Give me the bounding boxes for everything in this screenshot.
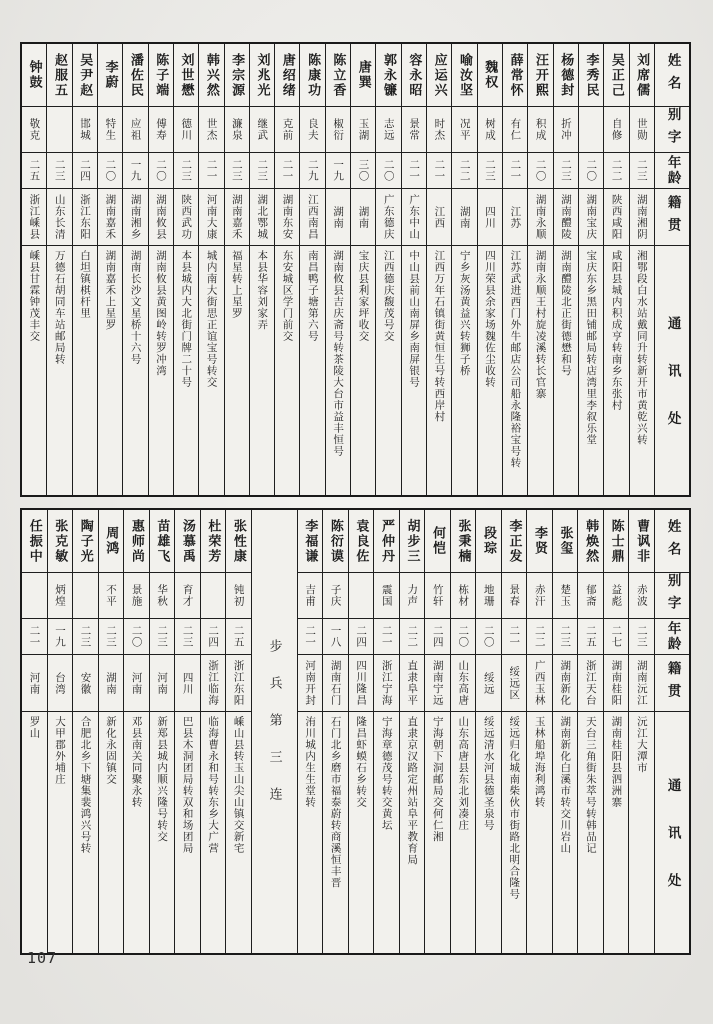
person-name: 吴正己: [608, 52, 624, 98]
person-address: 新化永固镇交: [105, 716, 118, 785]
person-native-place: 广东德庆: [382, 194, 395, 240]
person-native-place: 湖南: [332, 205, 345, 229]
person-native-place: 直隶阜平: [406, 660, 419, 706]
person-native-place: 浙江东阳: [232, 660, 245, 706]
person-address: 嵊山县转玉山尖山镇交新宅: [232, 716, 245, 854]
person-address: 新郑县城内顺兴隆号转交: [156, 716, 169, 843]
roster-table-top: [20, 42, 691, 497]
person-age: 二一: [281, 159, 294, 182]
unit-label-column: [251, 510, 297, 953]
person-age: 二三: [256, 159, 269, 182]
person-column: [22, 44, 46, 495]
person-native-place: 湖南: [458, 205, 471, 229]
person-column: [149, 510, 175, 953]
person-address: 咸阳县城内积成亨转南乡东张村: [610, 250, 623, 411]
person-column: [123, 510, 149, 953]
person-name: 韩兴然: [203, 52, 219, 98]
person-native-place: 广东中山: [408, 194, 421, 240]
person-column: [577, 510, 603, 953]
person-age: 二一: [28, 625, 41, 648]
person-address: 直隶京汉路定州站阜平教育局: [406, 716, 419, 866]
person-alias: 世勋: [635, 118, 648, 141]
person-address: 隆昌虾蟆石乡转交: [355, 716, 368, 808]
person-age: 二〇: [457, 625, 470, 648]
person-age: 二一: [508, 625, 521, 648]
person-alias: 折冲: [559, 118, 572, 141]
person-native-place: 绥远: [482, 671, 495, 695]
person-native-place: 湖北鄂城: [256, 194, 269, 240]
person-age: 二三: [79, 625, 92, 648]
person-column: [603, 44, 628, 495]
person-native-place: 陕西武功: [180, 194, 193, 240]
person-column: [299, 44, 324, 495]
person-name: 张玺: [557, 526, 573, 556]
person-native-place: 河南: [28, 671, 41, 695]
person-column: [97, 44, 122, 495]
person-age: 二〇: [104, 159, 117, 182]
person-name: 刘兆光: [254, 52, 270, 98]
person-native-place: 湖南嘉禾: [104, 194, 117, 240]
person-age: 二〇: [154, 159, 167, 182]
person-native-place: 河南: [156, 671, 169, 695]
person-column: [426, 44, 451, 495]
person-age: 二四: [207, 625, 220, 648]
person-alias: 况平: [458, 118, 471, 141]
person-age: 二三: [559, 159, 572, 182]
person-alias: 子庆: [329, 584, 342, 607]
person-alias: 楚玉: [559, 584, 572, 607]
person-alias: 育才: [181, 584, 194, 607]
person-alias: 继武: [256, 118, 269, 141]
person-name: 刘世懋: [178, 52, 194, 98]
person-name: 严仲丹: [378, 518, 394, 564]
person-alias: 有仁: [509, 118, 522, 141]
person-address: 临海曹永和号转东乡大广营: [207, 716, 220, 854]
person-column: [322, 510, 348, 953]
person-alias: 震国: [380, 584, 393, 607]
person-address: 本县华容刘家弄: [256, 250, 269, 331]
person-address: 湖南长沙文星桥十六号: [129, 250, 142, 365]
person-address: 沅江大潭市: [635, 716, 648, 774]
person-age: 二一: [509, 159, 522, 182]
person-native-place: 安徽: [79, 671, 92, 695]
header-native: 籍贯: [664, 194, 681, 240]
person-name: 郭永镰: [381, 52, 397, 98]
person-name: 张克敏: [52, 518, 68, 564]
person-alias: 邯城: [79, 118, 92, 141]
header-alias: 别字: [664, 107, 681, 152]
header-name: 姓名: [664, 52, 681, 98]
person-name: 袁良佐: [353, 518, 369, 564]
person-age: 二四: [355, 625, 368, 648]
person-alias: 栋材: [457, 584, 470, 607]
person-native-place: 浙江嵊县: [28, 194, 41, 240]
person-age: 二一: [304, 625, 317, 648]
person-age: 二四: [79, 159, 92, 182]
person-column: [47, 510, 73, 953]
person-age: 二三: [53, 159, 66, 182]
person-age: 二五: [584, 625, 597, 648]
person-column: [401, 44, 426, 495]
person-address: 湖南新化白溪市转交川岩山: [559, 716, 572, 854]
person-column: [174, 510, 200, 953]
person-name: 魏权: [482, 60, 498, 90]
person-name: 唐绍绪: [279, 52, 295, 98]
person-address: 南昌鸭子塘第六号: [306, 250, 319, 342]
person-address: 宁海章德茂号转交黄坛: [380, 716, 393, 831]
person-column: [350, 44, 375, 495]
person-column: [173, 44, 198, 495]
person-address: 洧川城内生生堂转: [304, 716, 317, 808]
person-name: 李正发: [506, 518, 522, 564]
person-age: 二三: [180, 159, 193, 182]
person-alias: 钝初: [232, 584, 245, 607]
person-name: 张秉楠: [455, 518, 471, 564]
header-address: 通讯处: [664, 778, 681, 921]
person-age: 二三: [105, 625, 118, 648]
person-name: 张性康: [230, 518, 246, 564]
person-address: 江苏武进西门外牛邮店公司船永隆裕宝号转: [509, 250, 522, 469]
person-address: 嵊县甘霖钟茂丰交: [28, 250, 41, 342]
person-address: 城内南大街思正谊宝号转交: [205, 250, 218, 388]
row-header-column: [654, 44, 689, 495]
person-name: 李秀民: [583, 52, 599, 98]
person-column: [375, 44, 400, 495]
person-column: [348, 510, 374, 953]
person-age: 二三: [484, 159, 497, 182]
person-native-place: 江西: [433, 205, 446, 229]
person-native-place: 四川隆昌: [355, 660, 368, 706]
person-name: 李蔚: [102, 60, 118, 90]
person-alias: 赤波: [635, 584, 648, 607]
person-column: [629, 44, 654, 495]
person-address: 江西万年石镇街黄恒生号转西岸村: [433, 250, 446, 423]
person-address: 绥远归化城南柴伙市街路北明合隆号: [508, 716, 521, 900]
person-address: 天台三角街朱萃号转韩品记: [584, 716, 597, 854]
person-column: [603, 510, 629, 953]
person-alias: 敬克: [28, 118, 41, 141]
person-native-place: 湖南湘乡: [129, 194, 142, 240]
person-age: 二九: [306, 159, 319, 182]
person-address: 湘鄂段白水站戴同升转新开市黄乾兴转: [635, 250, 648, 446]
person-native-place: 湖南: [357, 205, 370, 229]
person-native-place: 山东高唐: [457, 660, 470, 706]
person-native-place: 陕西咸阳: [610, 194, 623, 240]
person-name: 陈康功: [305, 52, 321, 98]
person-address: 四川荣县余家场魏佐尘收转: [484, 250, 497, 388]
person-name: 汤慕禹: [179, 518, 195, 564]
person-native-place: 湖南宝庆: [585, 194, 598, 240]
person-alias: 不平: [105, 584, 118, 607]
person-column: [224, 44, 249, 495]
person-column: [578, 44, 603, 495]
person-age: 二三: [635, 159, 648, 182]
person-name: 潘佐民: [127, 52, 143, 98]
person-alias: 濂泉: [230, 118, 243, 141]
person-column: [325, 44, 350, 495]
person-column: [225, 510, 251, 953]
person-age: 二〇: [585, 159, 598, 182]
person-name: 容永昭: [406, 52, 422, 98]
person-column: [451, 44, 476, 495]
person-column: [399, 510, 425, 953]
person-alias: 郁斋: [584, 584, 597, 607]
person-native-place: 湖南永顺: [534, 194, 547, 240]
person-native-place: 浙江宁海: [380, 660, 393, 706]
person-age: 二二: [610, 159, 623, 182]
person-column: [475, 510, 501, 953]
person-address: 江西德庆馥茂号交: [382, 250, 395, 342]
person-age: 二一: [433, 159, 446, 182]
person-alias: 竹轩: [431, 584, 444, 607]
person-alias: 特生: [104, 118, 117, 141]
person-alias: 地珊: [482, 584, 495, 607]
person-alias: 椒衍: [332, 118, 345, 141]
person-alias: 积成: [534, 118, 547, 141]
person-address: 湖南攸县黄图岭转罗冲湾: [154, 250, 167, 377]
person-address: 宝庆东乡黑田铺邮局转店湾里李叙乐堂: [585, 250, 598, 446]
person-age: 二二: [458, 159, 471, 182]
header-address: 通讯处: [664, 316, 681, 459]
row-header-column: [654, 510, 689, 953]
person-address: 宁乡灰汤黄益兴转狮子桥: [458, 250, 471, 377]
person-address: 宁海朝下洞邮局交何仁湘: [431, 716, 444, 843]
person-age: 二一: [205, 159, 218, 182]
person-age: 一八: [329, 625, 342, 648]
person-name: 吴尹赵: [77, 52, 93, 98]
person-alias: 世杰: [205, 118, 218, 141]
person-native-place: 江苏: [509, 205, 522, 229]
person-column: [553, 44, 578, 495]
person-name: 薛常怀: [507, 52, 523, 98]
person-alias: 景春: [508, 584, 521, 607]
person-name: 周鸿: [103, 526, 119, 556]
person-name: 曹讽非: [634, 518, 650, 564]
person-alias: 华秋: [156, 584, 169, 607]
person-native-place: 湖南嘉禾: [230, 194, 243, 240]
header-native: 籍贯: [664, 660, 681, 706]
person-age: 二〇: [130, 625, 143, 648]
person-alias: 景常: [408, 118, 421, 141]
person-address: 合肥北乡下塘集裴鸿兴号转: [79, 716, 92, 854]
person-age: 二二: [406, 625, 419, 648]
person-alias: 树成: [484, 118, 497, 141]
person-column: [46, 44, 71, 495]
person-native-place: 江西南昌: [306, 194, 319, 240]
person-name: 刘席儒: [634, 52, 650, 98]
person-native-place: 河南: [130, 671, 143, 695]
person-column: [297, 510, 323, 953]
person-alias: 傅寿: [154, 118, 167, 141]
person-column: [148, 44, 173, 495]
header-age: 年龄: [664, 155, 681, 186]
person-alias: 赤汗: [533, 584, 546, 607]
person-native-place: 湖南醴陵: [559, 194, 572, 240]
person-name: 李宗源: [229, 52, 245, 98]
person-age: 二二: [533, 625, 546, 648]
person-age: 二三: [181, 625, 194, 648]
person-age: 二五: [28, 159, 41, 182]
person-name: 杨德封: [558, 52, 574, 98]
person-native-place: 浙江东阳: [79, 194, 92, 240]
person-address: 湖南永顺王村旋凌溪转长官寨: [534, 250, 547, 400]
person-alias: 益彪: [610, 584, 623, 607]
person-native-place: 浙江临海: [207, 660, 220, 706]
person-name: 陈立香: [330, 52, 346, 98]
person-address: 巴县木洞团局转双和场团局: [181, 716, 194, 854]
person-column: [424, 510, 450, 953]
person-column: [526, 510, 552, 953]
person-name: 任振中: [26, 518, 42, 564]
person-alias: 炳煌: [54, 584, 67, 607]
person-alias: 吉甫: [304, 584, 317, 607]
person-name: 韩焕然: [583, 518, 599, 564]
person-column: [502, 44, 527, 495]
person-alias: 时杰: [433, 118, 446, 141]
person-native-place: 浙江天台: [584, 660, 597, 706]
person-address: 中山县前山南屏乡南屏银号: [408, 250, 421, 388]
unit-label: 步兵第三连: [266, 639, 282, 824]
person-address: 邓县南关同聚永转: [130, 716, 143, 808]
person-native-place: 四川: [484, 205, 497, 229]
person-age: 二四: [431, 625, 444, 648]
person-age: 一九: [54, 625, 67, 648]
person-column: [122, 44, 147, 495]
person-native-place: 湖南攸县: [154, 194, 167, 240]
person-address: 湖南嘉禾上星罗: [104, 250, 117, 331]
page-number: 107: [27, 949, 58, 967]
person-address: 玉林船埠海利鸿转: [533, 716, 546, 808]
person-alias: 克前: [281, 118, 294, 141]
person-native-place: 山东长清: [53, 194, 66, 240]
person-native-place: 广西玉林: [533, 660, 546, 706]
person-native-place: 河南开封: [304, 660, 317, 706]
person-name: 陶子光: [77, 518, 93, 564]
person-age: 二〇: [382, 159, 395, 182]
person-name: 钟鼓: [26, 60, 42, 90]
person-column: [373, 510, 399, 953]
person-native-place: 台湾: [54, 671, 67, 695]
person-alias: 志远: [382, 118, 395, 141]
person-native-place: 湖南东安: [281, 194, 294, 240]
person-address: 山东高唐县东北刘凑庄: [457, 716, 470, 831]
person-column: [72, 44, 97, 495]
person-age: 二三: [559, 625, 572, 648]
person-address: 白坦镇棋杆里: [79, 250, 92, 319]
person-native-place: 湖南湘阴: [635, 194, 648, 240]
person-native-place: 湖南石门: [329, 660, 342, 706]
person-age: 二〇: [482, 625, 495, 648]
person-address: 大甲郡外埔庄: [54, 716, 67, 785]
person-alias: 德川: [180, 118, 193, 141]
header-name: 姓名: [664, 518, 681, 564]
person-address: 本县城内大北街门牌二十号: [180, 250, 193, 388]
person-native-place: 湖南新化: [559, 660, 572, 706]
person-column: [477, 44, 502, 495]
person-alias: 良夫: [306, 118, 319, 141]
person-native-place: 湖南宁远: [431, 660, 444, 706]
roster-table-bottom: [20, 508, 691, 955]
person-address: 宝庆县利家坪收交: [357, 250, 370, 342]
person-name: 胡步三: [404, 518, 420, 564]
person-name: 李贤: [532, 526, 548, 556]
header-alias: 别字: [664, 573, 681, 618]
person-age: 二五: [232, 625, 245, 648]
person-name: 何恺: [429, 526, 445, 556]
person-native-place: 湖南桂阳: [610, 660, 623, 706]
header-age: 年龄: [664, 621, 681, 652]
person-age: 一九: [332, 159, 345, 182]
person-age: 二三: [635, 625, 648, 648]
person-column: [628, 510, 654, 953]
person-column: [527, 44, 552, 495]
person-name: 杜荣芳: [205, 518, 221, 564]
person-address: 石门北乡磨市福泰蔚转商溪恒丰晋: [329, 716, 342, 889]
person-address: 东安城区学门前交: [281, 250, 294, 342]
person-age: 二七: [610, 625, 623, 648]
person-name: 陈士鼎: [608, 518, 624, 564]
person-age: 二三: [230, 159, 243, 182]
person-name: 惠师尚: [128, 518, 144, 564]
person-native-place: 绥远区: [508, 665, 521, 701]
person-column: [200, 510, 226, 953]
person-native-place: 河南大康: [205, 194, 218, 240]
person-column: [198, 44, 223, 495]
person-age: 一九: [129, 159, 142, 182]
person-name: 段琮: [481, 526, 496, 556]
person-name: 唐巽: [355, 60, 371, 90]
person-name: 汪开熙: [532, 52, 548, 98]
person-name: 苗雄飞: [154, 518, 170, 564]
person-alias: 玉湖: [357, 118, 370, 141]
person-column: [552, 510, 578, 953]
person-column: [22, 510, 47, 953]
person-address: 福星转上星罗: [230, 250, 243, 319]
person-column: [72, 510, 98, 953]
person-name: 李福谦: [302, 518, 318, 564]
person-age: 二一: [408, 159, 421, 182]
person-column: [450, 510, 476, 953]
person-address: 罗山: [28, 716, 41, 739]
person-alias: 景施: [130, 584, 143, 607]
person-native-place: 四川: [181, 671, 194, 695]
person-name: 陈子端: [153, 52, 169, 98]
person-age: 二〇: [534, 159, 547, 182]
person-name: 喻汝坚: [456, 52, 472, 98]
person-alias: 力声: [406, 584, 419, 607]
person-address: 万德石胡同车站邮局转: [53, 250, 66, 365]
person-column: [98, 510, 124, 953]
person-address: 绥远清水河县德圣泉号: [482, 716, 495, 831]
person-column: [274, 44, 299, 495]
person-native-place: 湖南: [105, 671, 118, 695]
person-alias: 自修: [610, 118, 623, 141]
person-column: [249, 44, 274, 495]
person-address: 湖南醴陵北正街德懋和号: [559, 250, 572, 377]
person-age: 二一: [380, 625, 393, 648]
person-name: 应运兴: [431, 52, 447, 98]
person-age: 二三: [156, 625, 169, 648]
person-name: 陈衍谟: [327, 518, 343, 564]
person-alias: 应祖: [129, 118, 142, 141]
person-address: 湖南桂阳县泗洲寨: [610, 716, 623, 808]
person-address: 湖南攸县吉庆斋号转茶陵大台市益丰恒号: [332, 250, 345, 457]
person-age: 三〇: [357, 159, 370, 182]
person-name: 赵服五: [51, 52, 67, 98]
person-native-place: 湖南沅江: [635, 660, 648, 706]
person-column: [501, 510, 527, 953]
